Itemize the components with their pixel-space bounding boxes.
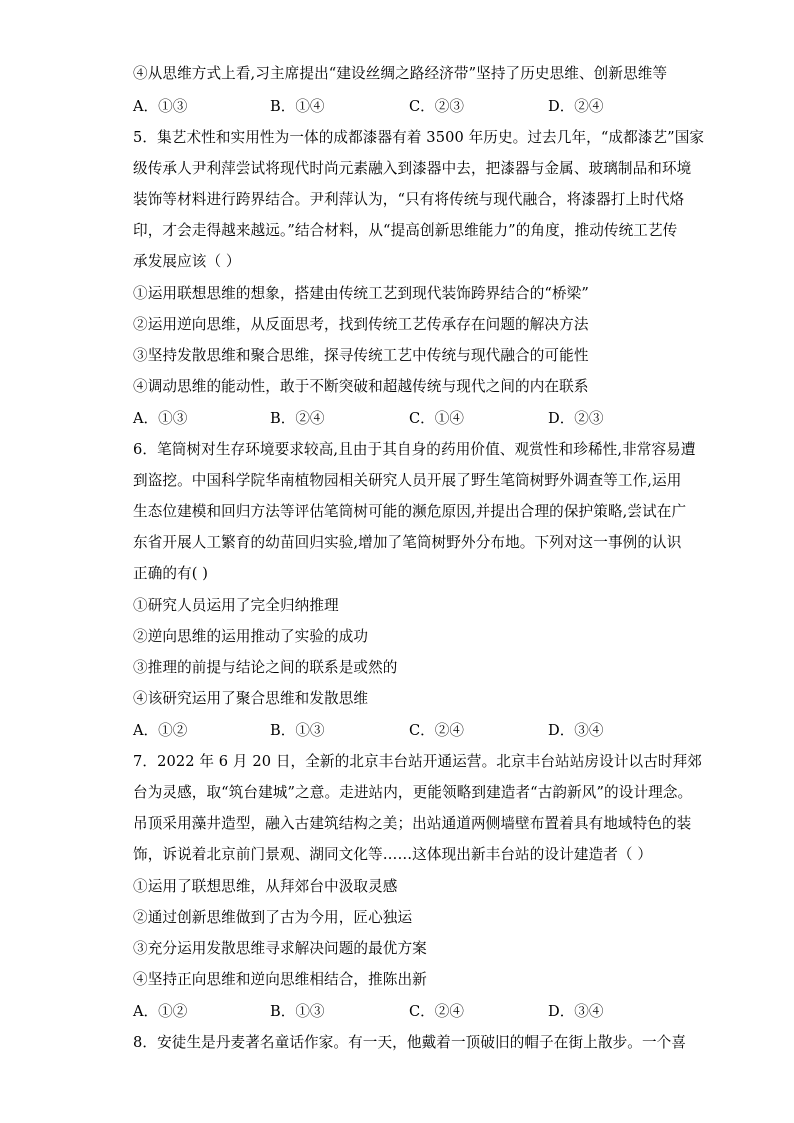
q5-stem-line-1: 5．集艺术性和实用性为一体的成都漆器有着 3500 年历史。过去几年，“成都漆艺”国家	[133, 129, 705, 146]
q5-options	[133, 409, 693, 429]
q7-statement-2: ②通过创新思维做到了古为今用，匠心独运	[133, 909, 413, 926]
q5-option-a[interactable]: A．①③	[133, 410, 188, 427]
q6-stem-line-5: 正确的有( )	[133, 565, 209, 582]
q5-option-c[interactable]: C．①④	[409, 410, 464, 427]
q5-statement-2: ②运用逆向思维，从反面思考，找到传统工艺传承存在问题的解决方法	[133, 316, 589, 333]
q4-statement-4: ④从思维方式上看,习主席提出“建设丝绸之路经济带”坚持了历史思维、创新思维等	[133, 65, 668, 82]
q7-stem-line-3: 吊顶采用藻井造型，融入古建筑结构之美；出站通道两侧墙壁布置着具有地域特色的装	[133, 815, 692, 832]
q7-stem-line-4: 饰，诉说着北京前门景观、湖同文化等……这体现出新丰台站的设计建造者（ ）	[133, 846, 653, 863]
q4-option-d[interactable]: D．②④	[548, 98, 604, 115]
q6-option-d[interactable]: D．③④	[548, 722, 604, 739]
q6-statement-2: ②逆向思维的运用推动了实验的成功	[133, 628, 369, 645]
q7-stem-line-2: 台为灵感，取“筑台建城”之意。走进站内，更能领略到建造者“古韵新风”的设计理念。	[133, 784, 693, 801]
q5-stem-line-4: 印，才会走得越来越远。”结合材料，从“提高创新思维能力”的角度，推动传统工艺传	[133, 222, 678, 239]
q6-statement-4: ④该研究运用了聚合思维和发散思维	[133, 690, 369, 707]
q7-statement-4: ④坚持正向思维和逆向思维相结合，推陈出新	[133, 971, 427, 988]
q6-stem-line-1: 6．笔筒树对生存环境要求较高,且由于其自身的药用价值、观赏性和珍稀性,非常容易遭	[133, 441, 696, 458]
q6-options	[133, 721, 693, 741]
q7-options	[133, 1002, 693, 1022]
q5-statement-4: ④调动思维的能动性，敢于不断突破和超越传统与现代之间的内在联系	[133, 378, 589, 395]
q5-option-b[interactable]: B．②④	[270, 410, 325, 427]
q6-option-b[interactable]: B．①③	[270, 722, 325, 739]
q5-statement-1: ①运用联想思维的想象，搭建由传统工艺到现代装饰跨界结合的“桥梁”	[133, 285, 589, 302]
q6-option-a[interactable]: A．①②	[133, 722, 188, 739]
q7-option-a[interactable]: A．①②	[133, 1003, 188, 1020]
q6-option-c[interactable]: C．②④	[409, 722, 464, 739]
q7-stem-line-1: 7．2022 年 6 月 20 日，全新的北京丰台站开通运营。北京丰台站站房设计以古时拜郊	[133, 753, 702, 770]
q5-option-d[interactable]: D．②③	[548, 410, 604, 427]
q6-stem-line-3: 生态位建模和回归方法等评估笔筒树可能的濒危原因,并提出合理的保护策略,尝试在广	[133, 503, 687, 520]
q6-statement-3: ③推理的前提与结论之间的联系是或然的	[133, 659, 398, 676]
q5-stem-line-3: 装饰等材料进行跨界结合。尹利萍认为，“只有将传统与现代融合，将漆器打上时代烙	[133, 191, 685, 208]
q7-option-b[interactable]: B．①③	[270, 1003, 325, 1020]
q6-statement-1: ①研究人员运用了完全归纳推理	[133, 597, 339, 614]
q6-stem-line-2: 到盗挖。中国科学院华南植物园相关研究人员开展了野生笔筒树野外调查等工作,运用	[133, 472, 682, 489]
q7-statement-3: ③充分运用发散思维寻求解决问题的最优方案	[133, 940, 427, 957]
q4-option-c[interactable]: C．②③	[409, 98, 464, 115]
q7-option-c[interactable]: C．②④	[409, 1003, 464, 1020]
q7-statement-1: ①运用了联想思维，从拜郊台中汲取灵感	[133, 878, 398, 895]
q8-stem-line-1: 8．安徒生是丹麦著名童话作家。有一天，他戴着一顶破旧的帽子在街上散步。一个喜	[133, 1034, 687, 1051]
q4-option-a[interactable]: A．①③	[133, 98, 188, 115]
q5-stem-line-5: 承发展应该（ ）	[133, 253, 241, 270]
q4-option-b[interactable]: B．①④	[270, 98, 325, 115]
q5-statement-3: ③坚持发散思维和聚合思维，探寻传统工艺中传统与现代融合的可能性	[133, 347, 589, 364]
q5-stem-line-2: 级传承人尹利萍尝试将现代时尚元素融入到漆器中去，把漆器与金属、玻璃制品和环境	[133, 160, 692, 177]
q6-stem-line-4: 东省开展人工繁育的幼苗回归实验,增加了笔筒树野外分布地。下列对这一事例的认识	[133, 534, 682, 551]
q4-options	[133, 97, 693, 117]
q7-option-d[interactable]: D．③④	[548, 1003, 604, 1020]
